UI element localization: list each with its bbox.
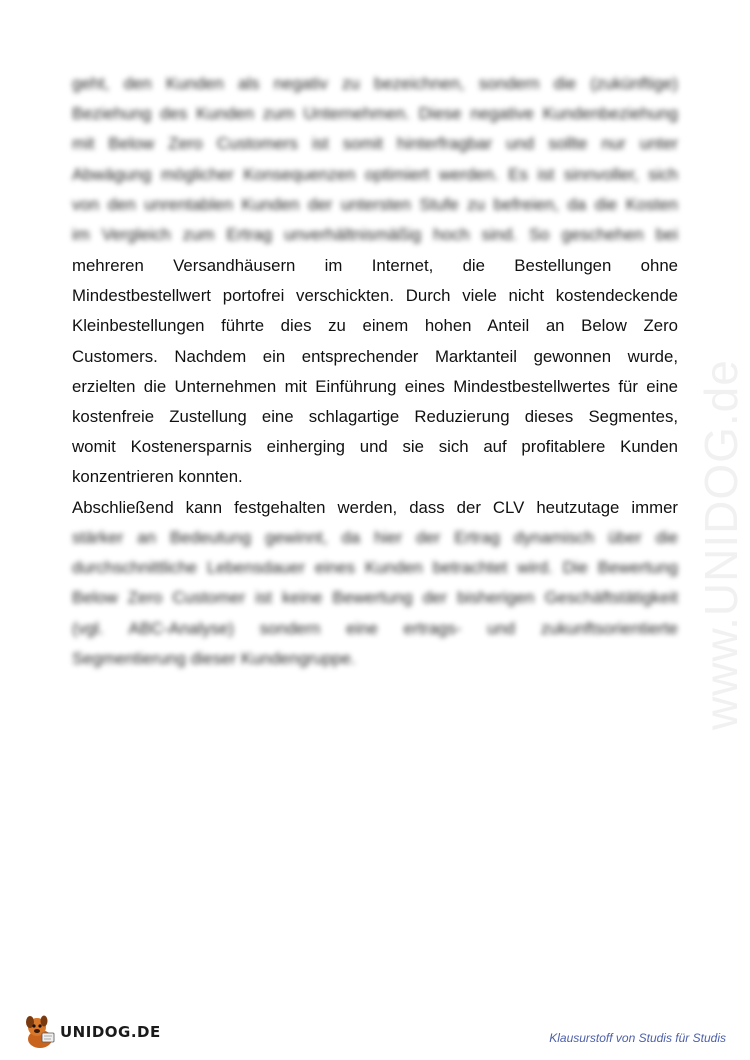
text-line: stärker an Bedeutung gewinnt, da hier der Ertrag dynamisch über die <box>72 528 678 547</box>
text-line: kostenfreie Zustellung eine schlagartige Reduzierung dieses Segmentes, <box>72 406 678 426</box>
unidog-logo[interactable] <box>22 1012 161 1052</box>
text-line: Below Zero Customer ist keine Bewertung der bisherigen Geschäftstätigkeit <box>72 588 678 608</box>
blurred-paragraph-bottom <box>72 523 678 674</box>
text-line: erzielten die Unternehmen mit Einführung eines Mindestbestellwertes für eine <box>72 376 678 396</box>
text-line: Mindestbestellwert portofrei verschickten. Durch viele nicht kostendeckende <box>72 286 678 306</box>
logo-text: UNIDOG.DE <box>60 1023 161 1041</box>
text-line: Customers. Nachdem ein entsprechender Marktanteil gewonnen wurde, <box>72 346 678 366</box>
text-line: im Vergleich zum Ertrag unverhältnismäßig hoch sind. So geschehen bei <box>72 224 678 244</box>
text-line: (vgl. ABC-Analyse) sondern eine ertrags- und zukunftsorientierte <box>72 618 678 638</box>
text-line: mit Below Zero Customers ist somit hinterfragbar und sollte nur unter <box>72 134 678 154</box>
footer-tagline: Klausurstoff von Studis für Studis <box>549 1031 726 1045</box>
blurred-paragraph-top <box>72 69 678 250</box>
dog-mascot-icon <box>22 1013 58 1051</box>
watermark: www.UNIDOG.de <box>695 359 747 730</box>
text-line: Beziehung des Kunden zum Unternehmen. Diese negative Kundenbeziehung <box>72 104 678 124</box>
text-line: Segmentierung dieser Kundengruppe. <box>72 648 356 668</box>
visible-paragraph <box>72 251 678 523</box>
text-line: womit Kostenersparnis einherging und sie sich auf profitablere Kunden <box>72 437 678 457</box>
text-line: geht, den Kunden als negativ zu bezeichnen, sondern die (zukünftige) <box>72 74 678 93</box>
text-line: mehreren Versandhäusern im Internet, die Bestellungen ohne <box>72 256 678 275</box>
text-line: von den unrentablen Kunden der untersten Stufe zu befreien, da die Kosten <box>72 194 678 214</box>
text-line: Abwägung möglicher Konsequenzen optimiert werden. Es ist sinnvoller, sich <box>72 164 678 184</box>
text-line: konzentrieren konnten. <box>72 467 243 487</box>
text-line: durchschnittliche Lebensdauer eines Kunden betrachtet wird. Die Bewertung <box>72 558 678 578</box>
text-line: Abschließend kann festgehalten werden, dass der CLV heutzutage immer <box>72 497 678 517</box>
text-line: Kleinbestellungen führte dies zu einem hohen Anteil an Below Zero <box>72 316 678 336</box>
